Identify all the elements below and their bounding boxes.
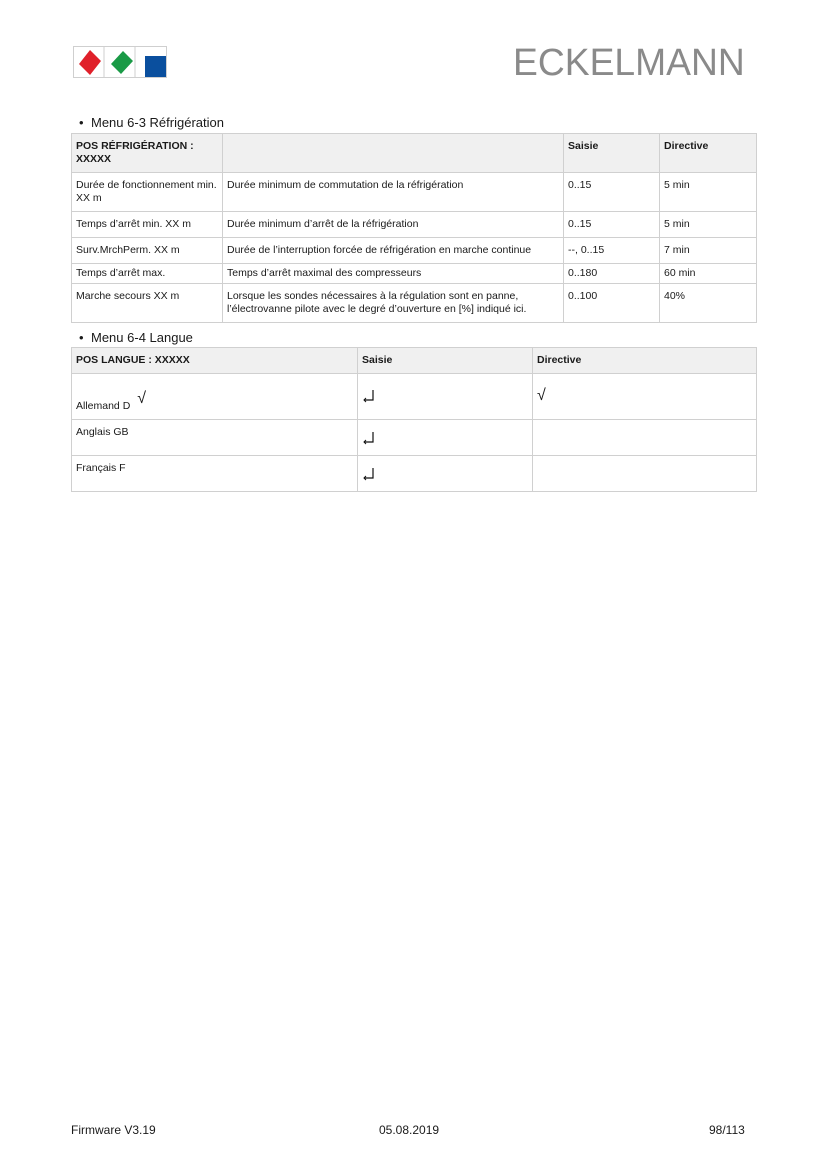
- enter-icon: [362, 467, 376, 481]
- table-cell: [358, 420, 533, 456]
- column-header: Directive: [533, 348, 757, 374]
- language-label: Français F: [76, 462, 126, 474]
- table-cell: Marche secours XX m: [72, 284, 223, 323]
- column-header: POS RÉFRIGÉRATION : XXXXX: [72, 134, 223, 173]
- table-cell: [72, 420, 358, 456]
- table-cell: Durée de l’interruption forcée de réfrigération en marche continue: [223, 238, 564, 264]
- table-row: [72, 238, 757, 264]
- column-header: Saisie: [564, 134, 660, 173]
- table-row: [72, 374, 757, 420]
- table-header-row: [72, 348, 757, 374]
- brand-name: ECKELMANN: [513, 42, 745, 84]
- table-row: [72, 173, 757, 212]
- table-cell: Durée de fonctionnement min. XX m: [72, 173, 223, 212]
- language-label: Allemand D: [76, 400, 131, 412]
- table-cell: [358, 374, 533, 420]
- enter-icon: [362, 389, 376, 403]
- table-cell: --, 0..15: [564, 238, 660, 264]
- table-row: [72, 456, 757, 492]
- enter-icon: [362, 431, 376, 445]
- section-title-text: Menu 6-4 Langue: [91, 330, 193, 345]
- table-cell: 7 min: [660, 238, 757, 264]
- check-icon: √: [537, 387, 546, 404]
- table-cell: [72, 456, 358, 492]
- column-header: POS LANGUE : XXXXX: [72, 348, 358, 374]
- table-cell: 0..15: [564, 212, 660, 238]
- table-cell: [533, 420, 757, 456]
- footer-page-number: 98/113: [709, 1123, 745, 1137]
- column-header: Saisie: [358, 348, 533, 374]
- section-title-language: [79, 330, 193, 345]
- table-cell: 60 min: [660, 264, 757, 284]
- footer-firmware: Firmware V3.19: [71, 1123, 156, 1137]
- table-row: [72, 420, 757, 456]
- table-cell: [533, 456, 757, 492]
- table-header-row: [72, 134, 757, 173]
- check-icon: √: [137, 390, 146, 407]
- eckelmann-logo: [73, 46, 167, 78]
- table-cell: [72, 374, 358, 420]
- table-cell: 0..100: [564, 284, 660, 323]
- table-cell: Temps d’arrêt maximal des compresseurs: [223, 264, 564, 284]
- column-header: Directive: [660, 134, 757, 173]
- section-title-text: Menu 6-3 Réfrigération: [91, 115, 224, 130]
- table-cell: Lorsque les sondes nécessaires à la régulation sont en panne, l’électrovanne pilote avec le degré d’ouverture en [%] indiqué ici.: [223, 284, 564, 323]
- language-table: [71, 347, 757, 492]
- column-header: [223, 134, 564, 173]
- footer-date: 05.08.2019: [379, 1123, 440, 1137]
- table-cell: Surv.MrchPerm. XX m: [72, 238, 223, 264]
- table-cell: 40%: [660, 284, 757, 323]
- table-cell: 0..180: [564, 264, 660, 284]
- table-cell: [533, 374, 757, 420]
- table-cell: Durée minimum d’arrêt de la réfrigération: [223, 212, 564, 238]
- table-cell: Temps d’arrêt max.: [72, 264, 223, 284]
- bullet-icon: •: [79, 115, 84, 130]
- table-row: [72, 212, 757, 238]
- section-title-refrigeration: [79, 115, 224, 130]
- bullet-icon: •: [79, 330, 84, 345]
- table-row: [72, 284, 757, 323]
- table-cell: [358, 456, 533, 492]
- refrigeration-table: [71, 133, 757, 323]
- table-cell: 5 min: [660, 173, 757, 212]
- table-cell: 0..15: [564, 173, 660, 212]
- table-row: [72, 264, 757, 284]
- table-cell: 5 min: [660, 212, 757, 238]
- table-cell: Durée minimum de commutation de la réfrigération: [223, 173, 564, 212]
- table-cell: Temps d’arrêt min. XX m: [72, 212, 223, 238]
- language-label: Anglais GB: [76, 426, 129, 438]
